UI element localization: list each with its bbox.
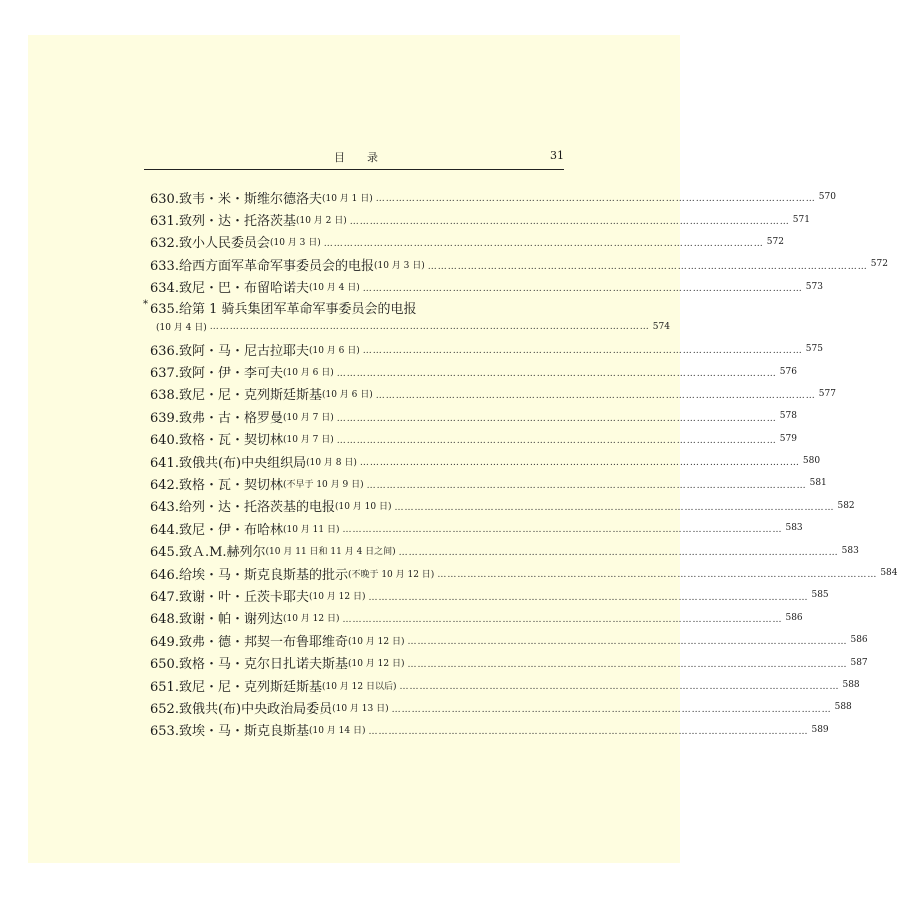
leader-dots bbox=[368, 594, 808, 607]
leader-dots bbox=[324, 240, 764, 253]
toc-entry-title: 653.致埃・马・斯克良斯基 bbox=[150, 724, 309, 740]
toc-entry-title: 637.致阿・伊・李可夫 bbox=[150, 366, 283, 382]
leader-dots bbox=[376, 195, 816, 208]
header-page-number: 31 bbox=[550, 149, 564, 162]
toc-entry-date: (10 月 1 日) bbox=[321, 193, 373, 204]
toc-entry-page: 583 bbox=[785, 523, 803, 534]
toc-entry-page: 570 bbox=[818, 192, 836, 203]
toc-entry bbox=[150, 719, 829, 741]
leader-dots bbox=[392, 706, 832, 719]
leader-dots bbox=[399, 683, 839, 696]
toc-entry bbox=[150, 405, 797, 427]
toc-entry-date: (10 月 7 日) bbox=[282, 435, 334, 446]
leader-dots bbox=[376, 392, 816, 405]
toc-entry bbox=[150, 360, 797, 382]
toc-entry-date: (10 月 6 日) bbox=[321, 390, 373, 401]
leader-dots bbox=[407, 638, 847, 651]
toc-entry-page: 574 bbox=[652, 321, 670, 332]
toc-entry-date: (10 月 14 日) bbox=[308, 726, 366, 737]
toc-entry-date: (不晚于 10 月 12 日) bbox=[347, 569, 435, 580]
toc-entry-title: 642.致格・瓦・契切林 bbox=[150, 477, 283, 493]
toc-entry-title: 649.致弗・德・邦契一布鲁耶维奇 bbox=[150, 634, 348, 650]
toc-entry bbox=[150, 472, 827, 494]
toc-entry-page: 571 bbox=[792, 214, 810, 225]
toc-entry-title: 639.致弗・古・格罗曼 bbox=[150, 410, 283, 426]
toc-entry-page: 588 bbox=[842, 680, 860, 690]
toc-entry-page: 585 bbox=[811, 590, 829, 601]
toc-entry-date: (10 月 12 日) bbox=[282, 614, 340, 625]
toc-entry-date: (10 月 3 日) bbox=[373, 260, 425, 271]
toc-entry-page: 580 bbox=[802, 456, 821, 467]
toc-entry-title: 647.致谢・叶・丘茨卡耶夫 bbox=[150, 589, 309, 605]
toc-entry-date: (10 月 12 日) bbox=[308, 591, 366, 602]
toc-entry-date: (10 月 12 日以后) bbox=[321, 681, 397, 692]
toc-entry bbox=[150, 383, 836, 405]
toc-entry-page: 586 bbox=[785, 612, 803, 623]
toc-entry-date: (10 月 11 日) bbox=[282, 524, 340, 535]
toc-entry-date: (10 月 4 日) bbox=[156, 323, 207, 334]
leader-dots bbox=[368, 728, 808, 741]
toc-entry bbox=[150, 231, 784, 253]
toc-entry bbox=[150, 696, 852, 718]
toc-entry-date: (10 月 12 日) bbox=[347, 636, 405, 647]
toc-entry-title: 630.致韦・米・斯维尔德洛夫 bbox=[150, 191, 322, 207]
leader-dots bbox=[337, 415, 777, 428]
toc-entry-page: 587 bbox=[850, 657, 868, 668]
toc-entry bbox=[150, 629, 868, 651]
toc-entry-page: 579 bbox=[779, 433, 797, 444]
table-of-contents bbox=[143, 186, 898, 741]
leader-dots bbox=[342, 526, 782, 539]
leader-dots bbox=[407, 661, 847, 674]
leader-dots bbox=[342, 616, 782, 629]
toc-entry-title: 648.致谢・帕・谢列达 bbox=[150, 612, 283, 628]
leader-dots bbox=[437, 571, 877, 584]
toc-entry-date: (10 月 3 日) bbox=[269, 238, 321, 249]
toc-entry bbox=[150, 539, 859, 561]
toc-entry-page: 581 bbox=[809, 478, 827, 489]
toc-entry bbox=[150, 338, 823, 360]
toc-entry-date: (10 月 6 日) bbox=[282, 368, 334, 379]
toc-entry-date: (10 月 10 日) bbox=[334, 502, 392, 513]
toc-entry-title: 636.致阿・马・尼古拉耶夫 bbox=[150, 343, 309, 359]
leader-dots bbox=[360, 459, 800, 472]
toc-entry-page: 572 bbox=[870, 259, 888, 270]
toc-entry-page: 583 bbox=[841, 545, 859, 556]
leader-dots bbox=[399, 549, 839, 562]
toc-entry-title: 641.致俄共(布)中央组织局 bbox=[150, 455, 307, 471]
toc-entry-date: (不早于 10 月 9 日) bbox=[282, 479, 364, 490]
toc-entry-title: 632.致小人民委员会 bbox=[150, 236, 270, 252]
toc-entry-date: (10 月 7 日) bbox=[282, 412, 334, 423]
toc-entry-title: 643.给列・达・托洛茨基的电报 bbox=[150, 500, 335, 516]
toc-entry bbox=[150, 428, 797, 450]
toc-entry-title: 634.致尼・巴・布留哈诺夫 bbox=[150, 281, 309, 297]
toc-entry-page: 588 bbox=[834, 702, 852, 713]
star-mark: * bbox=[143, 298, 148, 310]
toc-entry-title: 645.致Ａ.М.赫列尔 bbox=[150, 545, 266, 561]
toc-entry-title: 652.致俄共(布)中央政治局委员 bbox=[150, 701, 333, 717]
toc-entry-page: 582 bbox=[837, 500, 855, 511]
toc-entry-title: 644.致尼・伊・布哈林 bbox=[150, 522, 283, 538]
toc-entry-page: 589 bbox=[811, 724, 829, 735]
toc-entry-date: (10 月 2 日) bbox=[295, 216, 347, 227]
toc-entry-title: 635.给第 1 骑兵集团军革命军事委员会的电报 bbox=[150, 302, 417, 318]
toc-entry-title: 646.给埃・马・斯克良斯基的批示 bbox=[150, 567, 348, 583]
toc-entry bbox=[150, 450, 821, 472]
toc-entry-date: (10 月 11 日和 11 月 4 日之间) bbox=[265, 547, 396, 558]
leader-dots bbox=[363, 347, 803, 360]
leader-dots bbox=[337, 437, 777, 450]
toc-entry bbox=[150, 517, 803, 539]
toc-entry-title: 631.致列・达・托洛茨基 bbox=[150, 214, 296, 230]
toc-entry bbox=[150, 186, 836, 208]
toc-entry-page: 575 bbox=[805, 344, 823, 355]
toc-entry bbox=[150, 208, 810, 230]
toc-entry-title: 640.致格・瓦・契切林 bbox=[150, 433, 283, 449]
toc-entry-date: (10 月 4 日) bbox=[308, 283, 360, 294]
leader-dots bbox=[210, 323, 650, 336]
toc-entry-date: (10 月 8 日) bbox=[306, 457, 357, 468]
toc-entry-date: (10 月 6 日) bbox=[308, 345, 360, 356]
leader-dots bbox=[367, 482, 807, 495]
toc-entry-page: 572 bbox=[766, 236, 784, 247]
toc-entry-title: 651.致尼・尼・克列斯廷斯基 bbox=[150, 679, 322, 695]
toc-entry-page: 586 bbox=[850, 635, 868, 646]
toc-entry-page: 576 bbox=[779, 366, 797, 377]
toc-entry-page: 578 bbox=[779, 411, 797, 422]
toc-entry-page: 584 bbox=[880, 568, 898, 579]
toc-entry-page: 573 bbox=[805, 281, 823, 292]
toc-entry-date: (10 月 13 日) bbox=[332, 703, 389, 714]
toc-entry-title: 633.给西方面军革命军事委员会的电报 bbox=[150, 258, 374, 274]
toc-entry bbox=[150, 674, 860, 696]
leader-dots bbox=[337, 370, 777, 383]
leader-dots bbox=[394, 504, 834, 517]
toc-entry bbox=[150, 651, 868, 673]
toc-entry-page: 577 bbox=[818, 388, 836, 399]
toc-entry bbox=[150, 276, 823, 298]
leader-dots bbox=[363, 285, 803, 298]
page-header bbox=[144, 149, 564, 170]
leader-dots bbox=[350, 218, 790, 231]
toc-entry-title: 638.致尼・尼・克列斯廷斯基 bbox=[150, 388, 322, 404]
toc-entry bbox=[150, 495, 855, 517]
toc-entry bbox=[143, 298, 670, 338]
toc-entry bbox=[150, 253, 888, 275]
toc-entry bbox=[150, 607, 803, 629]
leader-dots bbox=[428, 263, 868, 276]
header-title: 目 录 bbox=[334, 151, 378, 164]
toc-entry-title: 650.致格・马・克尔日扎诺夫斯基 bbox=[150, 657, 348, 673]
toc-entry-date: (10 月 12 日) bbox=[347, 659, 405, 670]
toc-entry bbox=[150, 584, 829, 606]
toc-entry bbox=[150, 562, 898, 584]
